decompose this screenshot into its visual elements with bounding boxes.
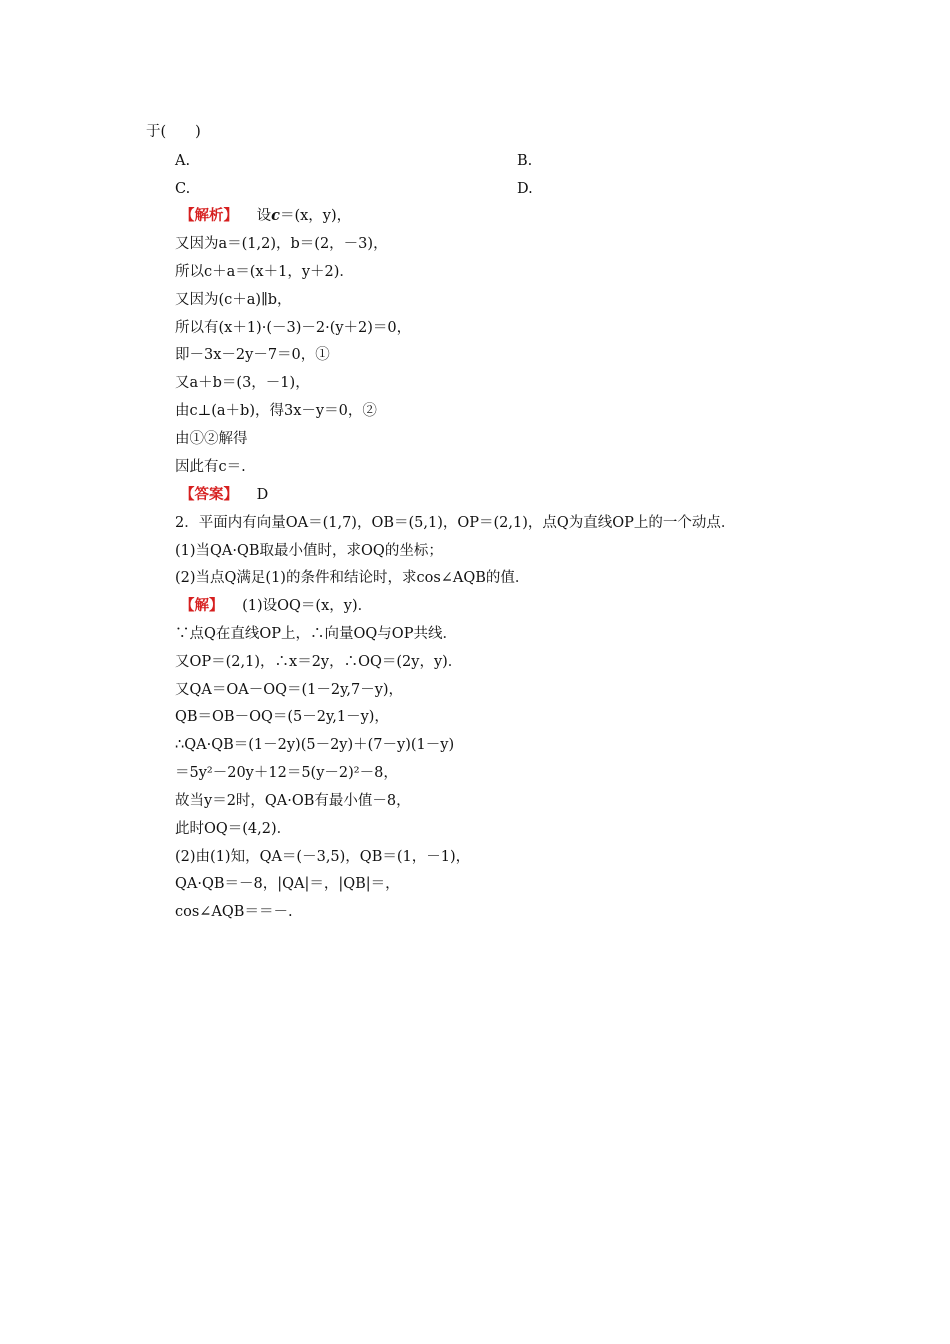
solution-line: ∴QA·QB＝(1－2y)(5－2y)＋(7－y)(1－y) <box>175 737 455 753</box>
answer-tag: 【答案】 <box>180 486 238 503</box>
solution-line: 由①②解得 <box>175 431 248 447</box>
solution-line: QB＝OB－OQ＝(5－2y,1－y)， <box>175 709 389 725</box>
analysis-intro: 设 <box>256 208 272 224</box>
vector-c: c <box>271 207 280 224</box>
solution-line: QA·QB＝－8，|QA|＝，|QB|＝， <box>175 876 400 892</box>
question-2-part-2: (2)当点Q满足(1)的条件和结论时，求cos∠AQB的值． <box>175 570 530 586</box>
solution-line: 故当y＝2时，QA·OB有最小值－8， <box>175 793 411 809</box>
solution-line: 又a＋b＝(3，－1)， <box>175 375 310 391</box>
answer-line <box>180 485 268 505</box>
solution-line: 又因为(c＋a)∥b， <box>175 292 292 308</box>
solution-line: 所以有(x＋1)·(－3)－2·(y＋2)＝0， <box>175 320 412 336</box>
solution-line: 此时OQ＝(4,2)． <box>175 821 292 837</box>
answer-value: D <box>256 487 269 503</box>
continued-question-stem: 于( ) <box>146 124 201 140</box>
solution-line: (2)由(1)知，QA＝(－3,5)，QB＝(1，－1)， <box>175 849 471 865</box>
solution-tag: 【解】 <box>180 597 224 614</box>
solution-line: 又QA＝OA－OQ＝(1－2y,7－y)， <box>175 682 404 698</box>
solution-line: 由c⊥(a＋b)，得3x－y＝0，② <box>175 403 377 419</box>
option-d: D. <box>517 181 533 197</box>
solution-line: cos∠AQB＝＝－. <box>175 904 293 920</box>
solution-line: 即－3x－2y－7＝0，① <box>175 347 330 363</box>
analysis-line <box>180 206 351 226</box>
option-c: C. <box>175 181 191 197</box>
option-b: B. <box>517 153 533 169</box>
solution-line: 又OP＝(2,1)，∴x＝2y，∴OQ＝(2y，y)． <box>175 654 463 670</box>
solution-line: ＝5y²－20y＋12＝5(y－2)²－8， <box>175 765 398 781</box>
analysis-rest: ＝(x，y)， <box>279 208 352 224</box>
solution-line: 因此有c＝. <box>175 459 246 475</box>
solution-line: 所以c＋a＝(x＋1，y＋2)． <box>175 264 354 280</box>
solution-line: ∵点Q在直线OP上，∴向量OQ与OP共线． <box>175 626 457 642</box>
analysis-tag: 【解析】 <box>180 207 238 224</box>
question-2-stem: 2．平面内有向量OA＝(1,7)，OB＝(5,1)，OP＝(2,1)，点Q为直线OP上的一个动点． <box>175 515 736 531</box>
solution-first: (1)设OQ＝(x，y)． <box>242 598 373 614</box>
solution-header-line <box>180 596 372 616</box>
option-a: A. <box>175 153 191 169</box>
question-2-part-1: (1)当QA·QB取最小值时，求OQ的坐标； <box>175 543 443 559</box>
solution-line: 又因为a＝(1,2)，b＝(2，－3)， <box>175 236 388 252</box>
